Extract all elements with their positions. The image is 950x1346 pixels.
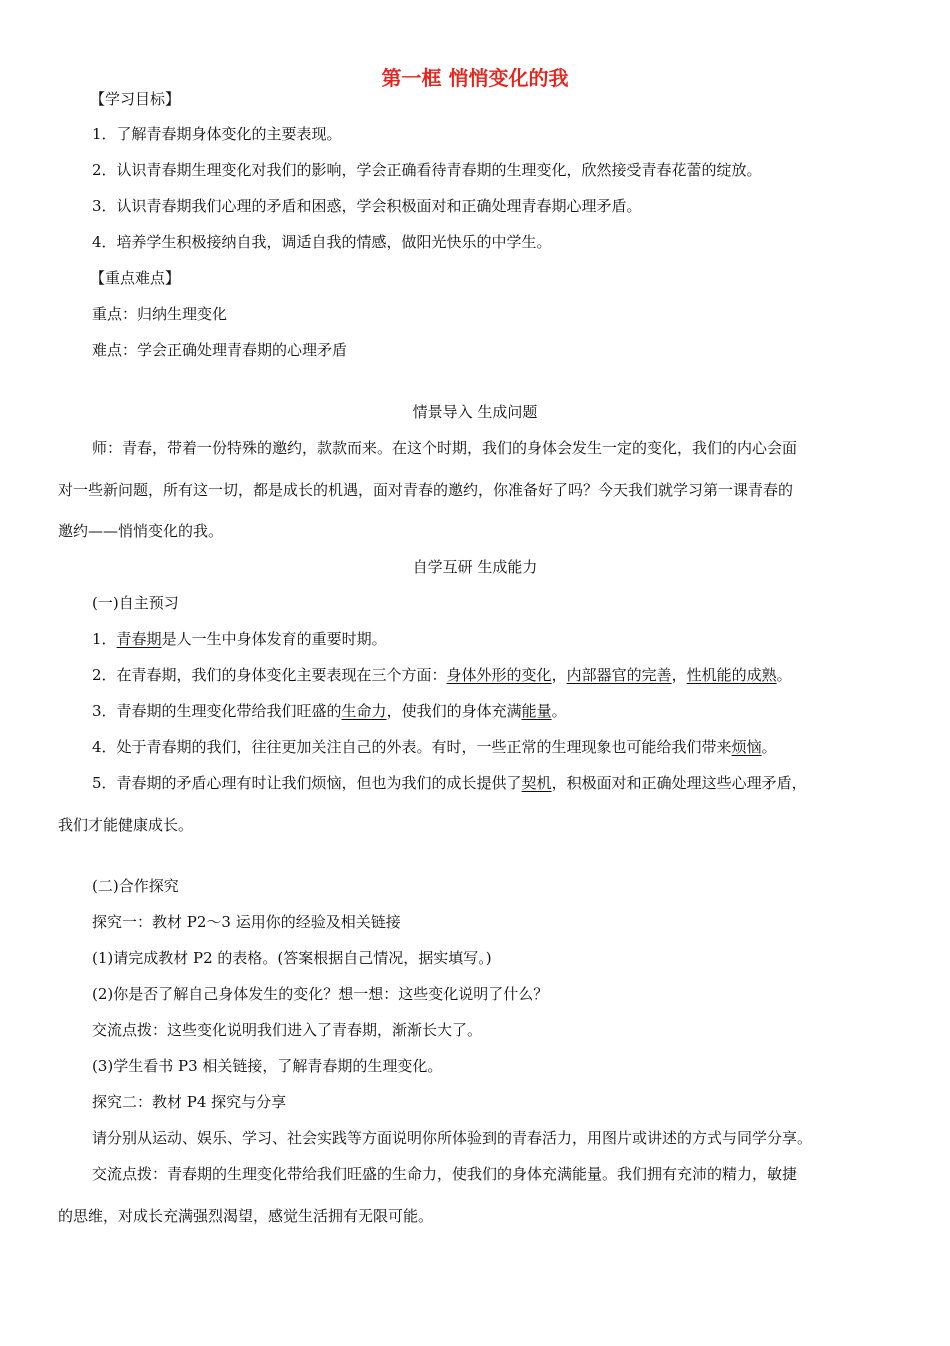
explore-1-item: (3)学生看书 P3 相关链接，了解青春期的生理变化。 xyxy=(92,1057,443,1075)
goal-item: 2．认识青春期生理变化对我们的影响，学会正确看待青春期的生理变化，欣然接受青春花蕾的绽放。 xyxy=(92,161,762,179)
intro-line: 师：青春，带着一份特殊的邀约，款款而来。在这个时期，我们的身体会发生一定的变化，我们的内心会面 xyxy=(92,439,798,457)
preview-question-1: 1．青春期是人一生中身体发育的重要时期。 xyxy=(92,630,387,648)
answer-blank: 烦恼 xyxy=(731,738,762,756)
focus-point: 重点：归纳生理变化 xyxy=(92,305,228,323)
answer-blank: 内部器官的完善 xyxy=(566,666,672,684)
goal-item: 1．了解青春期身体变化的主要表现。 xyxy=(92,125,342,143)
explore-2-tip: 交流点拨：青春期的生理变化带给我们旺盛的生命力，使我们的身体充满能量。我们拥有充沛的精力，敏捷 xyxy=(92,1165,798,1183)
coop-subheading: (二)合作探究 xyxy=(92,877,179,895)
goal-item: 4．培养学生积极接纳自我，调适自我的情感，做阳光快乐的中学生。 xyxy=(92,233,552,251)
goal-item: 3．认识青春期我们心理的矛盾和困惑，学会积极面对和正确处理青春期心理矛盾。 xyxy=(92,197,642,215)
answer-blank: 能量 xyxy=(521,702,552,720)
explore-2-item: 请分别从运动、娱乐、学习、社会实践等方面说明你所体验到的青春活力，用图片或讲述的方式与同学分享。 xyxy=(92,1129,813,1147)
preview-question-5-cont: 我们才能健康成长。 xyxy=(58,816,194,834)
preview-question-4: 4．处于青春期的我们，往往更加关注自己的外表。有时，一些正常的生理现象也可能给我们带来烦恼。 xyxy=(92,738,777,756)
answer-blank: 性机能的成熟 xyxy=(686,666,777,684)
keypoints-heading: 【重点难点】 xyxy=(90,269,181,287)
explore-1-item: (2)你是否了解自己身体发生的变化？想一想：这些变化说明了什么？ xyxy=(92,985,549,1003)
page-title: 第一框 悄悄变化的我 xyxy=(381,66,569,90)
explore-1-item: (1)请完成教材 P2 的表格。(答案根据自己情况，据实填写。) xyxy=(92,949,492,967)
explore-2-heading: 探究二：教材 P4 探究与分享 xyxy=(92,1093,287,1111)
preview-subheading: (一)自主预习 xyxy=(92,594,179,612)
intro-heading: 情景导入 生成问题 xyxy=(412,403,538,421)
preview-question-2: 2．在青春期，我们的身体变化主要表现在三个方面：身体外形的变化，内部器官的完善，性机能的成熟。 xyxy=(92,666,792,684)
intro-line: 邀约——悄悄变化的我。 xyxy=(58,522,224,540)
preview-question-5: 5．青春期的矛盾心理有时让我们烦恼，但也为我们的成长提供了契机，积极面对和正确处理这些心理矛盾， xyxy=(92,774,807,792)
explore-1-heading: 探究一：教材 P2～3 运用你的经验及相关链接 xyxy=(92,913,401,931)
preview-question-3: 3．青春期的生理变化带给我们旺盛的生命力，使我们的身体充满能量。 xyxy=(92,702,567,720)
explore-1-tip: 交流点拨：这些变化说明我们进入了青春期，渐渐长大了。 xyxy=(92,1021,483,1039)
answer-blank: 生命力 xyxy=(341,702,387,720)
answer-blank: 青春期 xyxy=(116,630,162,648)
answer-blank: 契机 xyxy=(521,774,552,792)
selfstudy-heading: 自学互研 生成能力 xyxy=(412,558,538,576)
explore-2-tip-cont: 的思维，对成长充满强烈渴望，感觉生活拥有无限可能。 xyxy=(58,1207,434,1225)
difficulty-point: 难点：学会正确处理青春期的心理矛盾 xyxy=(92,341,348,359)
intro-line: 对一些新问题，所有这一切，都是成长的机遇，面对青春的邀约，你准备好了吗？今天我们就学习第一课青春的 xyxy=(58,481,794,499)
goals-heading: 【学习目标】 xyxy=(90,90,181,108)
answer-blank: 身体外形的变化 xyxy=(446,666,552,684)
